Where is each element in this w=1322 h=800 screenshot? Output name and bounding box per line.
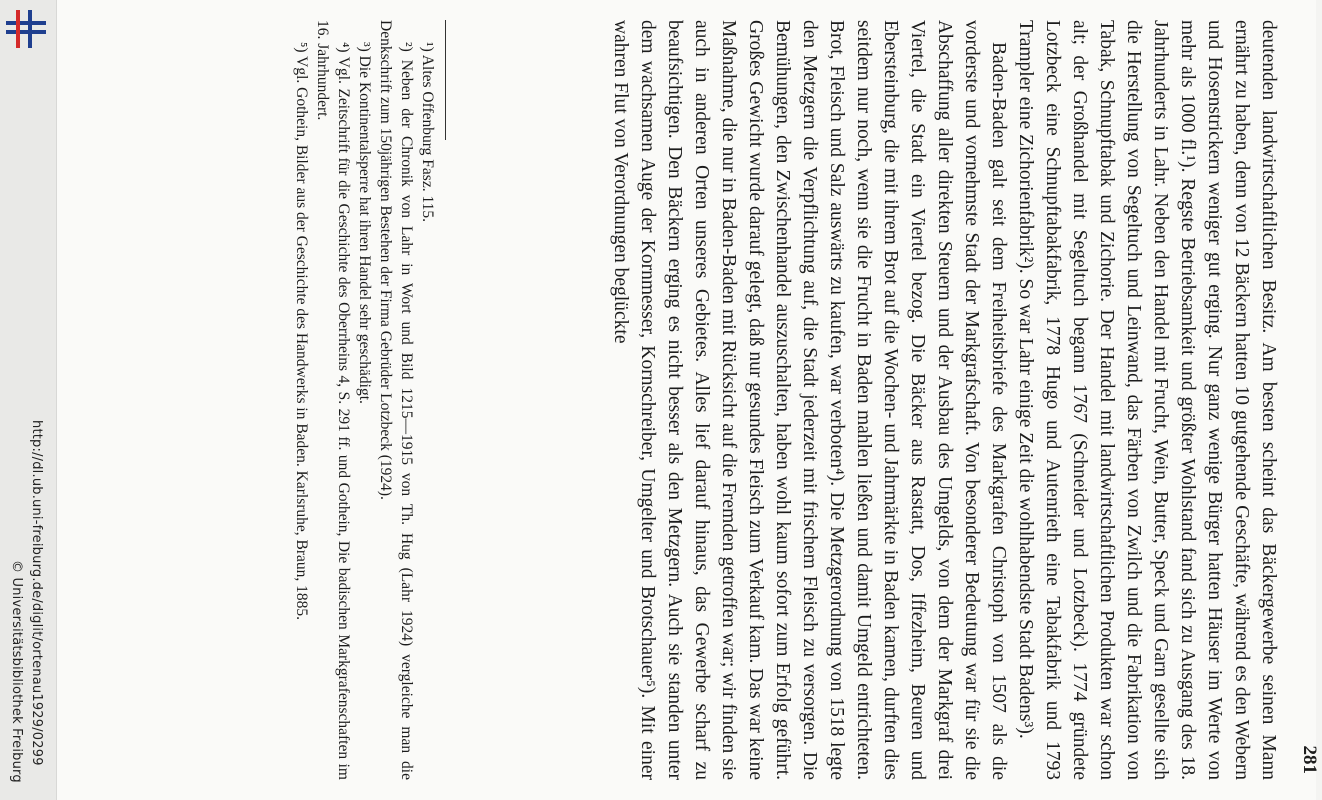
logo-bar-blue	[6, 21, 46, 25]
page-number: 281	[1299, 745, 1320, 774]
logo-bar-blue-2	[6, 30, 46, 34]
footnote-5: ⁵) Vgl. Gothein, Bilder aus der Geschichte des Handwerks in Baden. Karlsruhe, Braun, 1885.	[293, 42, 310, 621]
logo-bar-blue-3	[28, 10, 32, 48]
university-logo[interactable]	[6, 6, 46, 48]
scanned-page	[57, 0, 1320, 800]
body-text	[607, 20, 1282, 780]
copyright-notice: © Universitätsbibliothek Freiburg	[9, 560, 24, 783]
rotated-page-content	[232, 20, 1322, 780]
document-url[interactable]: http://dl.ub.uni-freiburg.de/diglit/ortenau1929/0299	[29, 420, 44, 766]
footnote-divider	[445, 20, 446, 140]
footnote-2: ²) Neben der Chronik von Lahr in Wort und Bild 1215—1915 von Th. Hug (Lahr 1924) vergleiche man die Denkschrift zum 150jährigen Bestehen der Firma Gebrüder Lotzbeck (1924).	[377, 20, 415, 780]
viewer-sidebar	[0, 0, 57, 800]
footnote-4: ⁴) Vgl. Zeitschrift für die Geschichte des Oberrheins 4, S. 291 ff. und Gothein, Die badischen Markgrafenschaften im 16. Jahrhundert.	[314, 20, 352, 780]
paragraph-2: Baden-Baden galt seit dem Freiheitsbriefe des Markgrafen Christoph von 1507 als die vorderste und vornehmste Stadt der Markgrafschaft. Von besonderer Bedeutung war für sie die Abschaffung aller direkten Steuern und der Ausbau des Umgelds, von dem der Markgraf drei Viertel, die Stadt ein Viertel bezog. Die Bäcker aus Rastatt, Dos, Iffezheim, Beuren und Ebersteinburg, die mit ihrem Brot auf die Wochen- und Jahrmärkte in Baden kamen, durften dies seitdem nur noch, wenn sie die Frucht in Baden mahlen ließen und damit Umgeld entrichteten. Brot, Fleisch und Salz auswärts zu kaufen, war verboten⁴). Die Metzgerordnung von 1518 legte den Metzgern die Verpflichtung auf, die Stadt jederzeit mit frischem Fleisch zu versorgen. Die Bemühungen, den Zwischenhandel auszuschalten, haben wohl kaum sofort zum Erfolg geführt. Großes Gewicht wurde darauf gelegt, daß nur gesundes Fleisch zum Verkauf kam. Das war keine Maßnahme, die nur in Baden-Baden mit Rücksicht auf die Fremden getroffen war; wir finden sie auch in anderen Orten unseres Gebietes. Alles lief darauf hinaus, das Gewerbe scharf zu beaufsichtigen. Den Bäckern erging es nicht besser als den Metzgern. Auch sie standen unter dem wachsamen Auge der Kornmesser, Kornschreiber, Umgelter und Brotschauer⁵). Mit einer wahren Flut von Verordnungen beglückte	[610, 20, 1009, 780]
footnote-3: ³) Die Kontinentalsperre hat ihren Handel sehr geschädigt.	[356, 42, 373, 404]
footnotes	[291, 20, 438, 780]
footnote-1: ¹) Altes Offenburg Fasz. 115.	[419, 42, 436, 223]
paragraph-1: deutenden landwirtschaftlichen Besitz. Am besten scheint das Bäckergewerbe seinen Mann ernährt zu haben, denn von 12 Bäckern hatten 10 gutgehende Geschäfte, während es den Webern und Hosenstrickern weniger gut erging. Nur ganz wenige Bürger hatten Häuser im Werte von mehr als 1000 fl.¹). Regste Betriebsamkeit und größter Wohlstand fand sich zu Ausgang des 18. Jahrhunderts in Lahr. Neben den Handel mit Frucht, Wein, Butter, Speck und Garn gesellte sich die Herstellung von Segeltuch und Leinwand, das Färben von Zwilch und die Fabrikation von Tabak, Schnupftabak und Zichorie. Der Handel mit landwirtschaftlichen Produkten war schon alt; der Großhandel mit Segeltuch begann 1767 (Schneider und Lotzbeck). 1774 gründete Lotzbeck eine Schnupftabakfabrik, 1778 Hugo und Autenrieth eine Tabakfabrik und 1793 Trampler eine Zichorienfabrik²). So war Lahr einige Zeit die wohlhabendste Stadt Badens³).	[1015, 20, 1279, 780]
logo-bar-red	[16, 10, 20, 48]
